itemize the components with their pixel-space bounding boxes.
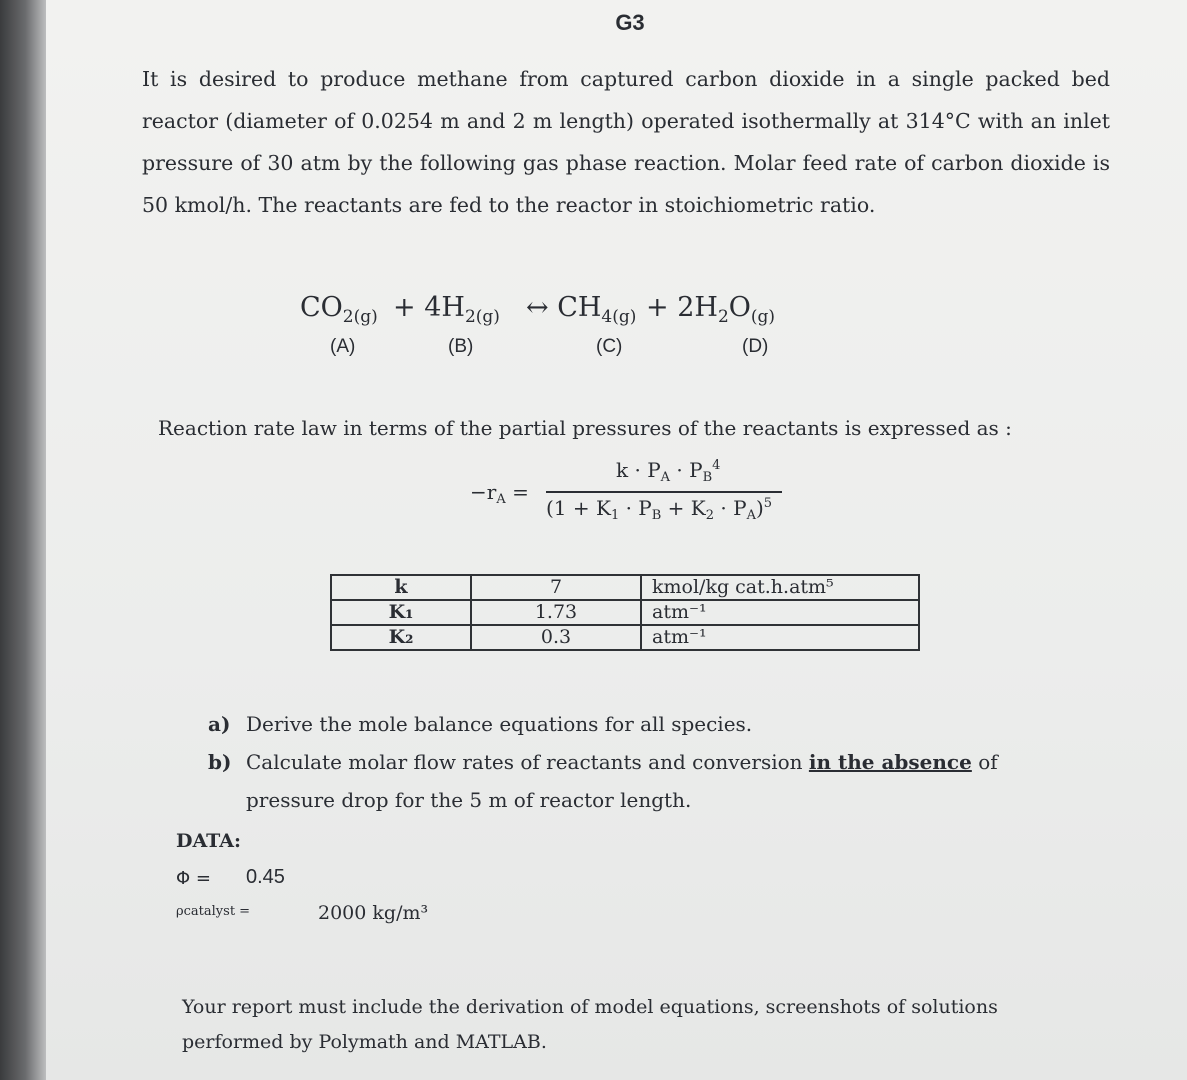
- monitor-bezel: [0, 0, 46, 1080]
- parameter-table: [330, 574, 920, 651]
- species-c: ↔ $CH_{4(g)}$: [526, 292, 637, 327]
- param-unit: atm⁻¹: [641, 625, 919, 650]
- param-symbol: K₁: [331, 600, 471, 625]
- label-d: (D): [742, 336, 769, 357]
- page-heading: G3: [615, 10, 645, 35]
- label-b: (B): [448, 336, 474, 357]
- catalyst-density-label: ρcatalyst =: [176, 904, 251, 919]
- param-value: 1.73: [471, 600, 641, 625]
- species-a: $CO_{2(g)}$: [300, 292, 378, 327]
- task-a: [208, 705, 1078, 743]
- data-heading: DATA:: [176, 830, 242, 852]
- rate-law-equation: [470, 458, 790, 528]
- rate-numerator: $k \cdot P_A \cdot P_B^4$: [616, 458, 721, 485]
- problem-statement: It is desired to produce methane from captured carbon dioxide in a single packed bed reactor (diameter of 0.0254 m and 2 m length) operated isothermally at 314°C with an inlet pressure of 30 atm by the following gas phase reaction. Molar feed rate of carbon dioxide is 50 kmol/h. The reactants are fed to the reactor in stoichiometric ratio.: [142, 67, 1110, 217]
- porosity-value: 0.45: [246, 866, 285, 888]
- rate-denominator: $(1 + K_1 \cdot P_B + K_2 \cdot P_A)^5$: [546, 496, 773, 523]
- param-symbol: k: [331, 575, 471, 600]
- task-b-text-1: Calculate molar flow rates of reactants and conversion: [246, 750, 803, 774]
- species-d: + $2H_2O_{(g)}$: [646, 292, 776, 327]
- task-b-emphasis: in the absence: [808, 750, 972, 774]
- table-row: [331, 575, 919, 600]
- task-a-marker: a): [208, 712, 231, 736]
- param-symbol: K₂: [331, 625, 471, 650]
- report-instructions: Your report must include the derivation of model equations, screenshots of solutions performed by Polymath and MATLAB.: [182, 996, 998, 1053]
- task-a-text: Derive the mole balance equations for all species.: [246, 712, 753, 736]
- label-c: (C): [596, 336, 623, 357]
- task-list: [208, 705, 1078, 819]
- task-b-marker: b): [208, 750, 232, 774]
- param-unit: atm⁻¹: [641, 600, 919, 625]
- reaction-equation: [300, 292, 800, 372]
- param-unit: kmol/kg cat.h.atm⁵: [641, 575, 919, 600]
- label-a: (A): [330, 336, 356, 357]
- rate-law-intro: Reaction rate law in terms of the partial pressures of the reactants is expressed as :: [158, 416, 1012, 440]
- catalyst-density-value: 2000 kg/m³: [318, 902, 429, 924]
- species-b: + $4H_{2(g)}$: [393, 292, 500, 327]
- porosity-label: Φ =: [176, 868, 211, 889]
- table-row: [331, 625, 919, 650]
- param-value: 0.3: [471, 625, 641, 650]
- task-b: [208, 743, 1078, 819]
- fraction-bar: [546, 491, 782, 493]
- rate-lhs: $-r_A$ =: [470, 480, 529, 507]
- param-value: 7: [471, 575, 641, 600]
- task-b-text-2: of pressure drop for the 5 m of reactor length.: [246, 750, 998, 812]
- table-row: [331, 600, 919, 625]
